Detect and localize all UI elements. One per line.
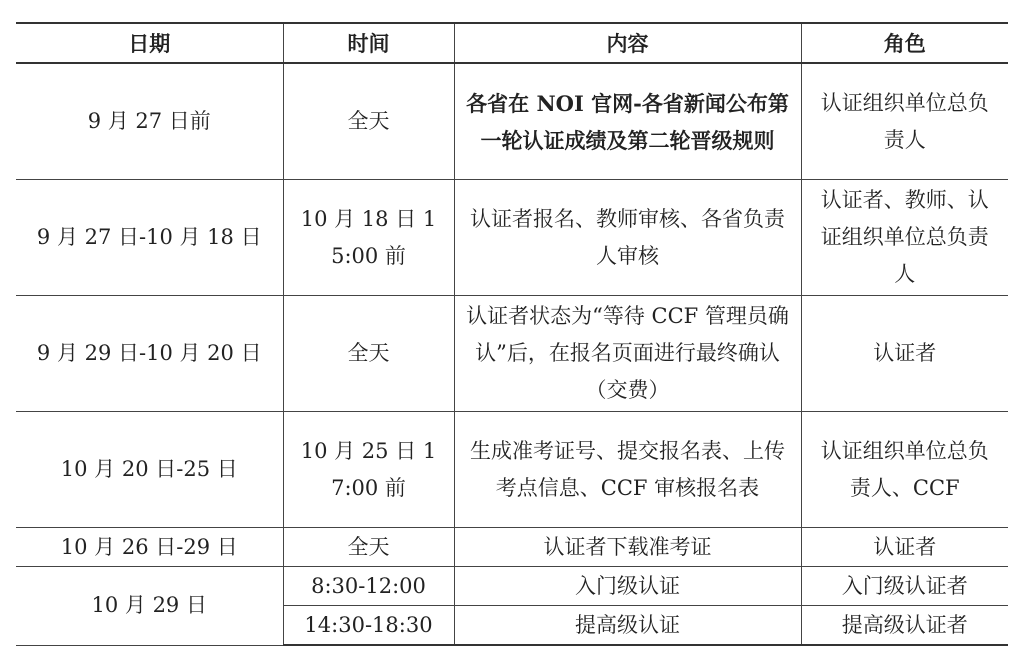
table-row [16,528,1008,567]
table-row [16,296,1008,412]
cell-role: 认证组织单位总负责人、CCF [801,412,1008,528]
cell-role: 入门级认证者 [801,567,1008,606]
cell-role: 认证者、教师、认证组织单位总负责人 [801,180,1008,296]
table-row [16,63,1008,180]
cell-date: 9 月 27 日-10 月 18 日 [16,180,283,296]
cell-role: 提高级认证者 [801,606,1008,646]
cell-date: 10 月 26 日-29 日 [16,528,283,567]
cell-content: 认证者下载准考证 [454,528,801,567]
header-date: 日期 [16,23,283,63]
schedule-table [16,22,1008,646]
cell-role: 认证组织单位总负责人 [801,63,1008,180]
cell-time: 14:30-18:30 [283,606,454,646]
table-row [16,567,1008,606]
cell-date: 10 月 20 日-25 日 [16,412,283,528]
cell-time: 8:30-12:00 [283,567,454,606]
cell-time: 10 月 18 日 15:00 前 [283,180,454,296]
cell-content: 生成准考证号、提交报名表、上传考点信息、CCF 审核报名表 [454,412,801,528]
cell-content: 各省在 NOI 官网-各省新闻公布第一轮认证成绩及第二轮晋级规则 [454,63,801,180]
header-row [16,23,1008,63]
cell-content: 认证者状态为“等待 CCF 管理员确认”后，在报名页面进行最终确认（交费） [454,296,801,412]
header-content: 内容 [454,23,801,63]
cell-date: 9 月 27 日前 [16,63,283,180]
cell-content: 提高级认证 [454,606,801,646]
cell-time: 10 月 25 日 17:00 前 [283,412,454,528]
cell-date: 9 月 29 日-10 月 20 日 [16,296,283,412]
cell-time: 全天 [283,63,454,180]
cell-role: 认证者 [801,528,1008,567]
header-time: 时间 [283,23,454,63]
header-role: 角色 [801,23,1008,63]
cell-time: 全天 [283,528,454,567]
table-row [16,180,1008,296]
cell-date: 10 月 29 日 [16,567,283,646]
cell-role: 认证者 [801,296,1008,412]
cell-time: 全天 [283,296,454,412]
cell-content: 入门级认证 [454,567,801,606]
cell-content: 认证者报名、教师审核、各省负责人审核 [454,180,801,296]
table-row [16,412,1008,528]
